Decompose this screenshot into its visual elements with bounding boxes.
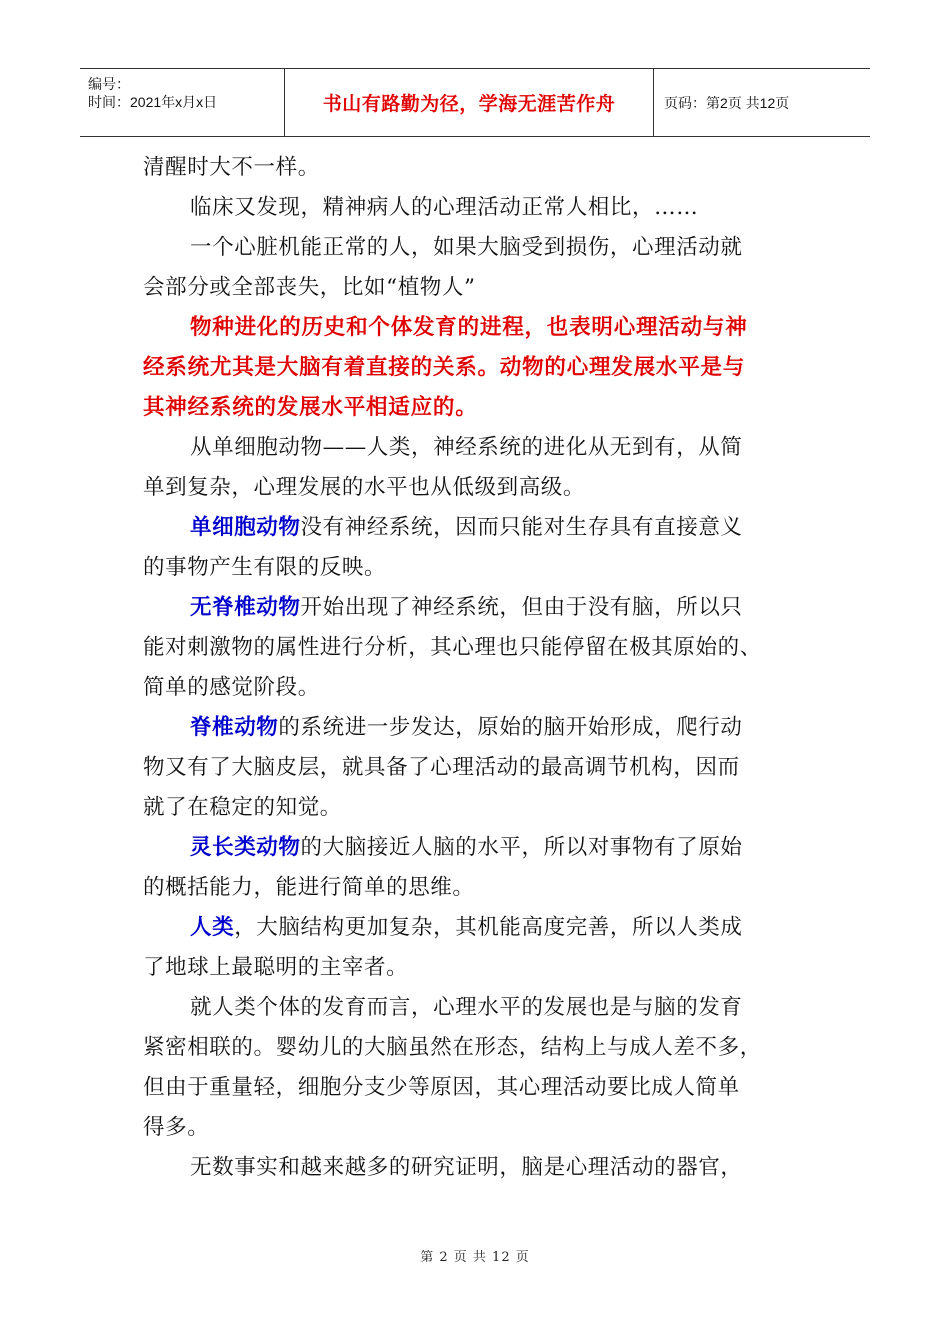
text-line: 清醒时大不一样。 — [143, 155, 320, 180]
text-line — [143, 908, 808, 948]
term-highlight: 无脊椎动物 — [190, 595, 301, 620]
number-label: 编号： — [88, 76, 130, 92]
term-highlight: 脊椎动物 — [190, 715, 279, 740]
term-highlight: 单细胞动物 — [190, 515, 301, 540]
text-line: 简单的感觉阶段。 — [143, 675, 320, 700]
date-label: 时间：2021年x月x日 — [88, 94, 218, 110]
header-motto: 书山有路勤为径，学海无涯苦作舟 — [284, 69, 654, 136]
text-line: 无数事实和越来越多的研究证明，脑是心理活动的器官， — [190, 1155, 743, 1180]
page-header — [80, 68, 870, 137]
text-line: 但由于重量轻，细胞分支少等原因，其心理活动要比成人简单 — [143, 1075, 740, 1100]
text-segment: ，大脑结构更加复杂，其机能高度完善，所以人类成 — [234, 915, 743, 940]
text-segment: 没有神经系统，因而只能对生存具有直接意义 — [300, 515, 743, 540]
term-highlight: 灵长类动物 — [190, 835, 301, 860]
text-line: 一个心脏机能正常的人，如果大脑受到损伤，心理活动就 — [190, 235, 743, 260]
text-line — [143, 708, 808, 748]
document-body — [143, 148, 808, 1188]
text-line: 紧密相联的。婴幼儿的大脑虽然在形态，结构上与成人差不多， — [143, 1035, 762, 1060]
text-segment: 的系统进一步发达，原始的脑开始形成，爬行动 — [278, 715, 743, 740]
text-segment: 的大脑接近人脑的水平，所以对事物有了原始 — [300, 835, 743, 860]
highlight-line: 物种进化的历史和个体发育的进程，也表明心理活动与神 — [190, 315, 748, 340]
text-line: 了地球上最聪明的主宰者。 — [143, 955, 409, 980]
page-footer: 第 2 页 共 12 页 — [420, 1250, 530, 1265]
text-segment: 开始出现了神经系统，但由于没有脑，所以只 — [300, 595, 743, 620]
text-line: 的概括能力，能进行简单的思维。 — [143, 875, 475, 900]
text-line: 会部分或全部丧失，比如“植物人” — [143, 275, 476, 300]
highlight-line: 经系统尤其是大脑有着直接的关系。动物的心理发展水平是与 — [143, 355, 746, 380]
text-line: 的事物产生有限的反映。 — [143, 555, 387, 580]
text-line — [143, 508, 808, 548]
term-highlight: 人类 — [190, 915, 235, 940]
text-line — [143, 588, 808, 628]
text-line: 单到复杂，心理发展的水平也从低级到高级。 — [143, 475, 586, 500]
text-line: 临床又发现，精神病人的心理活动正常人相比，…… — [190, 195, 699, 220]
text-line — [143, 828, 808, 868]
text-line: 就了在稳定的知觉。 — [143, 795, 342, 820]
text-line: 从单细胞动物——人类，神经系统的进化从无到有，从简 — [190, 435, 743, 460]
text-line: 能对刺激物的属性进行分析，其心理也只能停留在极其原始的、 — [143, 635, 762, 660]
highlight-line: 其神经系统的发展水平相适应的。 — [143, 395, 478, 420]
header-page-info: 页码：第2页 共12页 — [664, 94, 790, 111]
text-line: 物又有了大脑皮层，就具备了心理活动的最高调节机构，因而 — [143, 755, 740, 780]
header-meta — [80, 69, 284, 136]
text-line: 就人类个体的发育而言，心理水平的发展也是与脑的发育 — [190, 995, 743, 1020]
text-line: 得多。 — [143, 1115, 210, 1140]
